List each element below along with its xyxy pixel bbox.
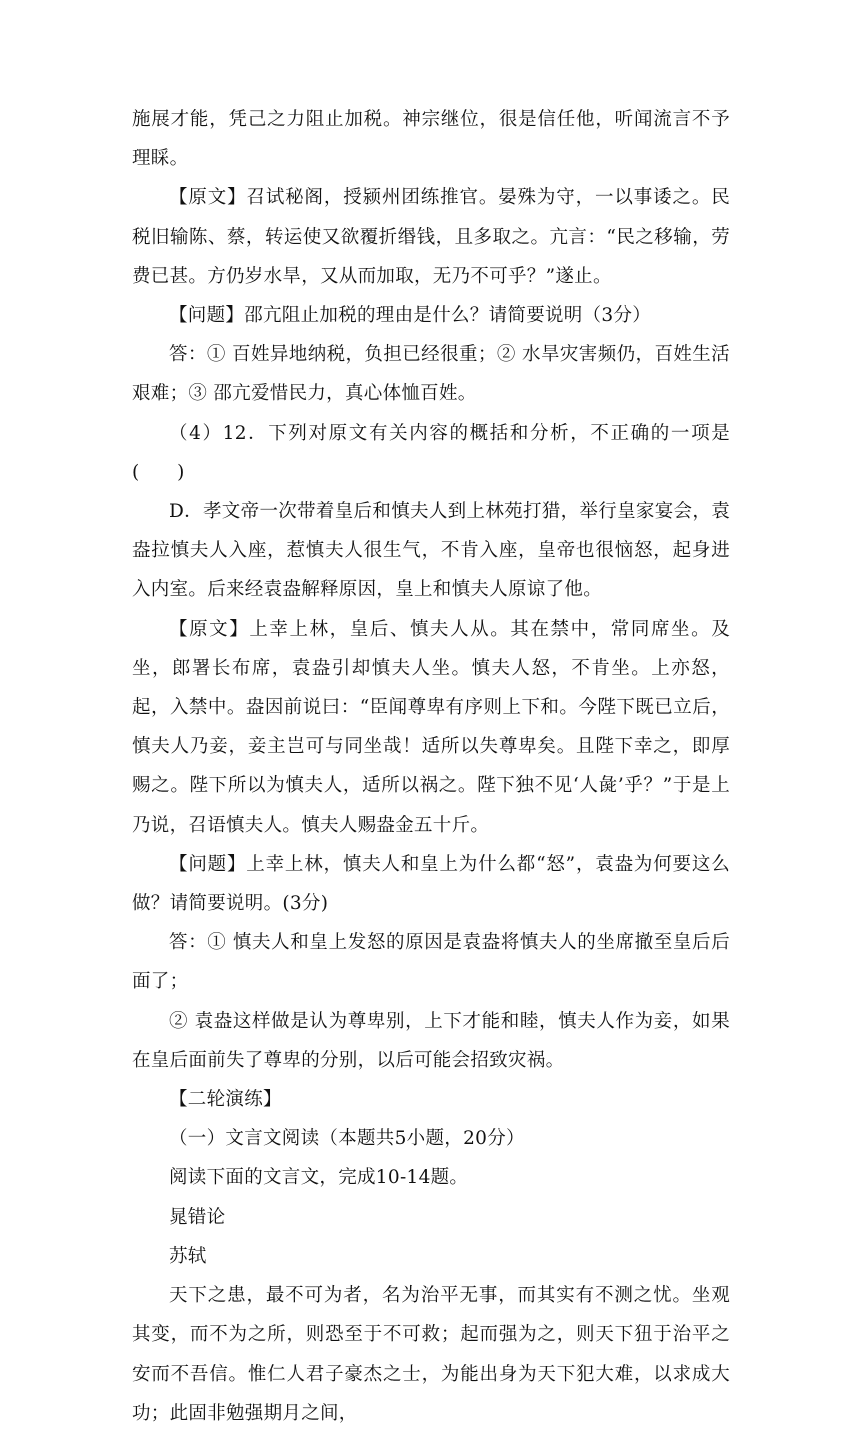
paragraph-original-text: 【原文】上幸上林，皇后、慎夫人从。其在禁中，常同席坐。及坐，郎署长布席，袁盎引却慎夫人坐。慎夫人怒，不肯坐。上亦怒，起，入禁中。盎因前说曰：“臣闻尊卑有序则上下和。今陛下既已立后，慎夫人乃妾，妾主岂可与同坐哉！适所以失尊卑矣。且陛下幸之，即厚赐之。陛下所以为慎夫人，适所以祸之。陛下独不见‘人彘’乎？”于是上乃说，召语慎夫人。慎夫人赐盎金五十斤。	[132, 618, 730, 836]
section-heading: 【二轮演练】	[169, 1089, 282, 1111]
paragraph-answer: 答：① 百姓异地纳税，负担已经很重；② 水旱灾害频仍，百姓生活艰难；③ 邵亢爱惜民力，真心体恤百姓。	[132, 344, 730, 405]
paragraph-question: 【问题】上幸上林，慎夫人和皇上为什么都“怒”，袁盎为何要这么做？请简要说明。(3分)	[132, 853, 730, 915]
document-body	[132, 100, 730, 1433]
essay-title: 晁错论	[169, 1206, 226, 1228]
paragraph-answer-continued: ② 袁盎这样做是认为尊卑别，上下才能和睦，慎夫人作为妾，如果在皇后面前失了尊卑的分别，以后可能会招致灾祸。	[132, 1010, 730, 1071]
paragraph-continuation: 施展才能，凭己之力阻止加税。神宗继位，很是信任他，听闻流言不予理睬。	[132, 109, 730, 170]
paragraph-answer: 答：① 慎夫人和皇上发怒的原因是袁盎将慎夫人的坐席撤至皇后后面了；	[132, 932, 730, 993]
paragraph-option-d: D．孝文帝一次带着皇后和慎夫人到上林苑打猎，举行皇家宴会，袁盎拉慎夫人入座，惹慎夫人很生气，不肯入座，皇帝也很恼怒，起身进入内室。后来经袁盎解释原因，皇上和慎夫人原谅了他。	[132, 501, 730, 601]
paragraph-question: 【问题】邵亢阻止加税的理由是什么？请简要说明（3分）	[169, 305, 652, 327]
exercise-instruction: 阅读下面的文言文，完成10-14题。	[169, 1167, 469, 1189]
paragraph-item-12: （4）12．下列对原文有关内容的概括和分析，不正确的一项是( )	[132, 422, 730, 483]
essay-author: 苏轼	[169, 1245, 207, 1267]
exercise-heading: （一）文言文阅读（本题共5小题，20分）	[169, 1128, 525, 1150]
paragraph-original-text: 【原文】召试秘阁，授颍州团练推官。晏殊为守，一以事诿之。民税旧输陈、蔡，转运使又欲覆折缗钱，且多取之。亢言：“民之移输，劳费已甚。方仍岁水旱，又从而加取，无乃不可乎？”遂止。	[132, 187, 730, 287]
essay-body: 天下之患，最不可为者，名为治平无事，而其实有不测之忧。坐观其变，而不为之所，则恐至于不可救；起而强为之，则天下狃于治平之安而不吾信。惟仁人君子豪杰之士，为能出身为天下犯大难，以求成大功；此固非勉强期月之间，	[132, 1285, 730, 1424]
